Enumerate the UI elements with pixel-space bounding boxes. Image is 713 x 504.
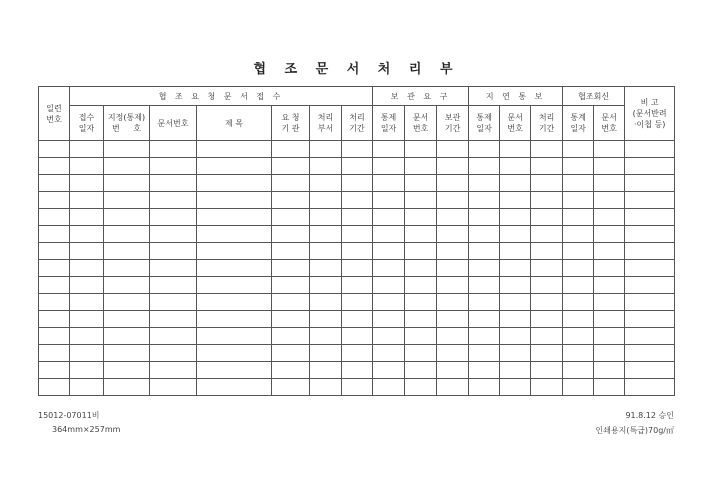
table-cell[interactable] (563, 277, 594, 294)
serial-number-header: 일련 번호 (39, 87, 70, 141)
table-row (39, 294, 675, 311)
table-cell[interactable] (272, 158, 310, 175)
table-cell[interactable] (625, 328, 675, 345)
form-title: 협 조 문 서 처 리 부 (253, 62, 460, 77)
table-cell[interactable] (437, 209, 469, 226)
table-cell[interactable] (594, 192, 625, 209)
table-cell[interactable] (531, 175, 563, 192)
approval-date: 91.8.12 승인 (625, 411, 674, 420)
table-cell[interactable] (310, 209, 342, 226)
table-cell[interactable] (272, 226, 310, 243)
table-cell[interactable] (39, 277, 70, 294)
table-cell[interactable] (625, 362, 675, 379)
table-cell[interactable] (70, 192, 104, 209)
table-cell[interactable] (563, 345, 594, 362)
table-cell[interactable] (405, 345, 437, 362)
table-cell[interactable] (373, 175, 405, 192)
table-cell[interactable] (625, 311, 675, 328)
table-cell[interactable] (405, 158, 437, 175)
table-cell[interactable] (310, 175, 342, 192)
table-cell[interactable] (594, 226, 625, 243)
processing-period-header: 처리 기간 (342, 106, 373, 141)
table-cell[interactable] (625, 192, 675, 209)
table-cell[interactable] (594, 362, 625, 379)
table-cell[interactable] (373, 362, 405, 379)
table-cell[interactable] (405, 260, 437, 277)
table-cell[interactable] (373, 226, 405, 243)
table-cell[interactable] (150, 192, 197, 209)
table-cell[interactable] (70, 175, 104, 192)
table-cell[interactable] (500, 141, 531, 158)
reply-notify-date-header: 통계 일자 (563, 106, 594, 141)
table-cell[interactable] (563, 175, 594, 192)
table-cell[interactable] (500, 311, 531, 328)
table-cell[interactable] (39, 260, 70, 277)
table-cell[interactable] (70, 311, 104, 328)
table-cell[interactable] (104, 141, 150, 158)
table-cell[interactable] (104, 277, 150, 294)
table-cell[interactable] (563, 294, 594, 311)
table-cell[interactable] (531, 158, 563, 175)
table-cell[interactable] (39, 345, 70, 362)
table-cell[interactable] (70, 277, 104, 294)
table-cell[interactable] (531, 362, 563, 379)
table-cell[interactable] (70, 141, 104, 158)
table-cell[interactable] (594, 243, 625, 260)
table-cell[interactable] (625, 345, 675, 362)
table-cell[interactable] (405, 192, 437, 209)
table-cell[interactable] (594, 277, 625, 294)
table-cell[interactable] (469, 192, 500, 209)
table-cell[interactable] (197, 362, 272, 379)
table-cell[interactable] (373, 345, 405, 362)
table-cell[interactable] (272, 141, 310, 158)
table-cell[interactable] (150, 226, 197, 243)
table-cell[interactable] (405, 226, 437, 243)
table-cell[interactable] (197, 345, 272, 362)
table-cell[interactable] (594, 311, 625, 328)
table-cell[interactable] (197, 294, 272, 311)
table-cell[interactable] (104, 209, 150, 226)
table-cell[interactable] (39, 141, 70, 158)
table-cell[interactable] (594, 158, 625, 175)
table-cell[interactable] (272, 328, 310, 345)
table-cell[interactable] (150, 294, 197, 311)
table-cell[interactable] (469, 260, 500, 277)
table-cell[interactable] (563, 311, 594, 328)
table-cell[interactable] (625, 158, 675, 175)
table-cell[interactable] (405, 141, 437, 158)
table-cell[interactable] (405, 328, 437, 345)
table-cell[interactable] (437, 192, 469, 209)
table-cell[interactable] (310, 141, 342, 158)
table-cell[interactable] (437, 277, 469, 294)
table-cell[interactable] (437, 328, 469, 345)
table-cell[interactable] (469, 226, 500, 243)
table-cell[interactable] (563, 243, 594, 260)
table-cell[interactable] (310, 328, 342, 345)
requesting-organization-header: 요 청 기 관 (272, 106, 310, 141)
table-cell[interactable] (272, 379, 310, 396)
table-cell[interactable] (594, 379, 625, 396)
table-row (39, 260, 675, 277)
table-cell[interactable] (272, 192, 310, 209)
table-cell[interactable] (197, 226, 272, 243)
table-cell[interactable] (104, 294, 150, 311)
table-cell[interactable] (310, 243, 342, 260)
table-cell[interactable] (39, 192, 70, 209)
table-cell[interactable] (625, 277, 675, 294)
table-cell[interactable] (531, 379, 563, 396)
cooperation-reply-group-header: 협조회신 (563, 87, 625, 106)
table-cell[interactable] (197, 379, 272, 396)
table-cell[interactable] (342, 209, 373, 226)
table-cell[interactable] (437, 260, 469, 277)
table-cell[interactable] (594, 209, 625, 226)
table-cell[interactable] (310, 277, 342, 294)
table-cell[interactable] (531, 141, 563, 158)
table-row (39, 209, 675, 226)
table-cell[interactable] (342, 243, 373, 260)
register-table-body (39, 141, 675, 396)
table-cell[interactable] (70, 379, 104, 396)
table-cell[interactable] (563, 141, 594, 158)
table-row (39, 362, 675, 379)
table-cell[interactable] (310, 379, 342, 396)
delay-notify-date-header: 통제 일자 (469, 106, 500, 141)
table-cell[interactable] (469, 328, 500, 345)
table-cell[interactable] (531, 294, 563, 311)
form-code: 15012-07011비 (38, 411, 100, 420)
keep-notify-date-header: 통제 일자 (373, 106, 405, 141)
table-cell[interactable] (625, 379, 675, 396)
table-cell[interactable] (373, 192, 405, 209)
table-cell[interactable] (39, 311, 70, 328)
table-cell[interactable] (70, 243, 104, 260)
table-cell[interactable] (563, 158, 594, 175)
table-cell[interactable] (531, 277, 563, 294)
table-cell[interactable] (150, 175, 197, 192)
table-cell[interactable] (150, 328, 197, 345)
table-cell[interactable] (104, 345, 150, 362)
table-cell[interactable] (373, 260, 405, 277)
table-cell[interactable] (272, 209, 310, 226)
table-cell[interactable] (500, 294, 531, 311)
table-cell[interactable] (197, 243, 272, 260)
table-cell[interactable] (342, 311, 373, 328)
table-cell[interactable] (563, 226, 594, 243)
table-cell[interactable] (150, 243, 197, 260)
table-cell[interactable] (373, 243, 405, 260)
table-cell[interactable] (563, 260, 594, 277)
table-cell[interactable] (405, 379, 437, 396)
table-cell[interactable] (531, 260, 563, 277)
table-cell[interactable] (197, 328, 272, 345)
table-cell[interactable] (373, 141, 405, 158)
table-cell[interactable] (342, 192, 373, 209)
table-row (39, 311, 675, 328)
table-cell[interactable] (469, 379, 500, 396)
table-cell[interactable] (272, 345, 310, 362)
table-cell[interactable] (405, 277, 437, 294)
table-cell[interactable] (104, 226, 150, 243)
table-cell[interactable] (500, 277, 531, 294)
table-cell[interactable] (39, 379, 70, 396)
table-cell[interactable] (39, 175, 70, 192)
table-cell[interactable] (272, 277, 310, 294)
table-cell[interactable] (405, 209, 437, 226)
table-cell[interactable] (437, 243, 469, 260)
table-cell[interactable] (104, 379, 150, 396)
table-cell[interactable] (272, 362, 310, 379)
table-cell[interactable] (150, 379, 197, 396)
table-cell[interactable] (342, 277, 373, 294)
table-cell[interactable] (405, 175, 437, 192)
table-cell[interactable] (342, 158, 373, 175)
table-row (39, 277, 675, 294)
table-cell[interactable] (70, 294, 104, 311)
table-cell[interactable] (437, 158, 469, 175)
table-cell[interactable] (342, 328, 373, 345)
table-cell[interactable] (197, 158, 272, 175)
table-cell[interactable] (310, 345, 342, 362)
table-cell[interactable] (437, 294, 469, 311)
table-row (39, 141, 675, 158)
table-cell[interactable] (563, 192, 594, 209)
table-row (39, 345, 675, 362)
table-cell[interactable] (405, 294, 437, 311)
table-cell[interactable] (625, 226, 675, 243)
table-cell[interactable] (563, 328, 594, 345)
table-cell[interactable] (197, 209, 272, 226)
table-cell[interactable] (594, 175, 625, 192)
table-cell[interactable] (405, 243, 437, 260)
table-cell[interactable] (437, 362, 469, 379)
table-row (39, 175, 675, 192)
table-cell[interactable] (70, 345, 104, 362)
table-cell[interactable] (469, 277, 500, 294)
table-cell[interactable] (594, 260, 625, 277)
table-cell[interactable] (150, 362, 197, 379)
table-cell[interactable] (437, 311, 469, 328)
keep-period-header: 보관 기간 (437, 106, 469, 141)
table-cell[interactable] (469, 345, 500, 362)
table-row (39, 243, 675, 260)
table-cell[interactable] (500, 345, 531, 362)
table-cell[interactable] (625, 175, 675, 192)
table-cell[interactable] (531, 226, 563, 243)
keep-request-group-header: 보 관 요 구 (373, 87, 469, 106)
table-cell[interactable] (342, 362, 373, 379)
table-cell[interactable] (310, 226, 342, 243)
table-cell[interactable] (197, 141, 272, 158)
table-cell[interactable] (625, 294, 675, 311)
table-cell[interactable] (405, 311, 437, 328)
processing-department-header: 처리 부서 (310, 106, 342, 141)
table-cell[interactable] (39, 362, 70, 379)
table-cell[interactable] (437, 345, 469, 362)
table-cell[interactable] (70, 158, 104, 175)
table-cell[interactable] (373, 311, 405, 328)
table-cell[interactable] (70, 328, 104, 345)
table-cell[interactable] (197, 192, 272, 209)
table-cell[interactable] (272, 311, 310, 328)
table-cell[interactable] (500, 260, 531, 277)
table-cell[interactable] (531, 192, 563, 209)
table-cell[interactable] (104, 175, 150, 192)
table-cell[interactable] (531, 209, 563, 226)
reply-document-number-header: 문서 번호 (594, 106, 625, 141)
table-row (39, 379, 675, 396)
table-cell[interactable] (437, 175, 469, 192)
table-row (39, 328, 675, 345)
table-cell[interactable] (310, 311, 342, 328)
designation-number-header: 지정(통제) 번 호 (104, 106, 150, 141)
paper-size: 364mm×257mm (52, 425, 121, 434)
table-cell[interactable] (70, 226, 104, 243)
table-cell[interactable] (39, 243, 70, 260)
table-cell[interactable] (104, 243, 150, 260)
table-cell[interactable] (197, 260, 272, 277)
table-cell[interactable] (150, 260, 197, 277)
table-cell[interactable] (500, 192, 531, 209)
table-cell[interactable] (594, 141, 625, 158)
table-cell[interactable] (563, 209, 594, 226)
table-cell[interactable] (437, 379, 469, 396)
table-cell[interactable] (531, 345, 563, 362)
table-cell[interactable] (500, 379, 531, 396)
table-cell[interactable] (39, 209, 70, 226)
table-cell[interactable] (469, 175, 500, 192)
table-cell[interactable] (272, 294, 310, 311)
table-cell[interactable] (272, 175, 310, 192)
table-cell[interactable] (150, 277, 197, 294)
table-cell[interactable] (469, 294, 500, 311)
table-cell[interactable] (342, 175, 373, 192)
table-cell[interactable] (625, 209, 675, 226)
table-cell[interactable] (150, 141, 197, 158)
table-cell[interactable] (342, 260, 373, 277)
request-receipt-group-header: 협 조 요 청 문 서 접 수 (70, 87, 373, 106)
cooperation-document-register-table (38, 86, 675, 396)
table-cell[interactable] (405, 362, 437, 379)
table-cell[interactable] (104, 158, 150, 175)
table-cell[interactable] (197, 277, 272, 294)
table-cell[interactable] (342, 379, 373, 396)
table-cell[interactable] (625, 141, 675, 158)
table-cell[interactable] (531, 328, 563, 345)
delay-processing-period-header: 처리 기간 (531, 106, 563, 141)
table-cell[interactable] (150, 158, 197, 175)
keep-document-number-header: 문서 번호 (405, 106, 437, 141)
remarks-header: 비 고 (문서반려 ·이첩 등) (625, 87, 675, 141)
table-cell[interactable] (437, 226, 469, 243)
table-cell[interactable] (500, 209, 531, 226)
table-cell[interactable] (342, 294, 373, 311)
table-cell[interactable] (310, 294, 342, 311)
table-cell[interactable] (150, 345, 197, 362)
table-cell[interactable] (469, 311, 500, 328)
table-cell[interactable] (625, 243, 675, 260)
table-cell[interactable] (594, 294, 625, 311)
table-cell[interactable] (500, 175, 531, 192)
table-cell[interactable] (70, 362, 104, 379)
table-cell[interactable] (39, 328, 70, 345)
table-cell[interactable] (70, 209, 104, 226)
table-row (39, 226, 675, 243)
table-cell[interactable] (531, 243, 563, 260)
table-cell[interactable] (310, 158, 342, 175)
table-cell[interactable] (342, 141, 373, 158)
table-cell[interactable] (70, 260, 104, 277)
table-cell[interactable] (104, 362, 150, 379)
table-cell[interactable] (104, 192, 150, 209)
table-cell[interactable] (469, 362, 500, 379)
delay-notice-group-header: 지 연 통 보 (469, 87, 563, 106)
subject-header: 제 목 (197, 106, 272, 141)
table-cell[interactable] (150, 209, 197, 226)
table-cell[interactable] (150, 311, 197, 328)
table-cell[interactable] (310, 192, 342, 209)
table-cell[interactable] (39, 158, 70, 175)
table-row (39, 158, 675, 175)
table-cell[interactable] (469, 158, 500, 175)
table-cell[interactable] (437, 141, 469, 158)
paper-spec: 인쇄용지(특급)70g/㎡ (595, 426, 674, 435)
table-cell[interactable] (197, 175, 272, 192)
table-cell[interactable] (39, 294, 70, 311)
table-cell[interactable] (500, 243, 531, 260)
table-cell[interactable] (500, 226, 531, 243)
table-cell[interactable] (500, 328, 531, 345)
table-cell[interactable] (373, 328, 405, 345)
table-cell[interactable] (373, 158, 405, 175)
table-row (39, 192, 675, 209)
table-cell[interactable] (272, 243, 310, 260)
table-cell[interactable] (342, 345, 373, 362)
table-cell[interactable] (500, 362, 531, 379)
table-cell[interactable] (104, 328, 150, 345)
table-cell[interactable] (373, 294, 405, 311)
table-cell[interactable] (563, 362, 594, 379)
table-cell[interactable] (373, 277, 405, 294)
delay-document-number-header: 문서 번호 (500, 106, 531, 141)
table-cell[interactable] (594, 328, 625, 345)
table-cell[interactable] (531, 311, 563, 328)
table-cell[interactable] (500, 158, 531, 175)
table-cell[interactable] (594, 345, 625, 362)
table-cell[interactable] (104, 311, 150, 328)
table-cell[interactable] (197, 311, 272, 328)
table-cell[interactable] (469, 141, 500, 158)
table-cell[interactable] (563, 379, 594, 396)
table-cell[interactable] (272, 260, 310, 277)
table-cell[interactable] (469, 243, 500, 260)
table-cell[interactable] (310, 260, 342, 277)
receive-date-header: 접수 일자 (70, 106, 104, 141)
table-cell[interactable] (342, 226, 373, 243)
table-cell[interactable] (373, 379, 405, 396)
document-number-header: 문서번호 (150, 106, 197, 141)
table-cell[interactable] (625, 260, 675, 277)
table-cell[interactable] (469, 209, 500, 226)
table-cell[interactable] (39, 226, 70, 243)
table-cell[interactable] (373, 209, 405, 226)
table-cell[interactable] (104, 260, 150, 277)
table-cell[interactable] (310, 362, 342, 379)
